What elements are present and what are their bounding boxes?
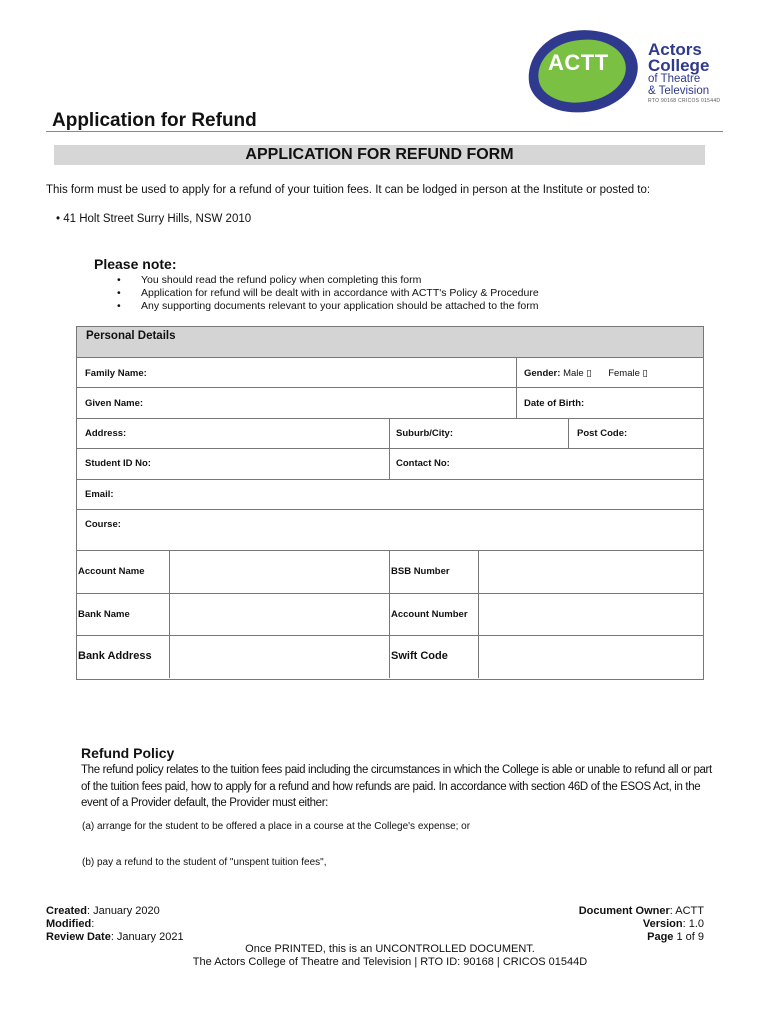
- column-divider: [568, 418, 569, 448]
- column-divider: [478, 550, 479, 678]
- account-number-label: Account Number: [391, 609, 468, 620]
- post-code-label: Post Code:: [577, 428, 628, 439]
- bullet-icon: •: [117, 274, 121, 286]
- address-label: Address:: [85, 428, 127, 439]
- female-checkbox[interactable]: ▯: [642, 368, 648, 379]
- footer-review-date: Review Date: January 2021: [46, 931, 184, 943]
- heading-divider: [46, 131, 723, 132]
- family-name-label: Family Name:: [85, 368, 147, 379]
- row-divider: [77, 593, 703, 594]
- logo-text-theatre: of Theatre: [648, 73, 701, 85]
- given-name-label: Given Name:: [85, 398, 144, 409]
- row-divider: [77, 635, 703, 636]
- form-title-banner: APPLICATION FOR REFUND FORM: [54, 145, 705, 165]
- dob-label: Date of Birth:: [524, 398, 585, 409]
- row-divider: [77, 479, 703, 480]
- refund-policy-text: The refund policy relates to the tuition fees paid including the circumstances in which the College is able or unable to refund all or part of the tuition fees paid, how to apply for a refund and how refunds are paid. In accordance with section 46D of the ESOS Act, in the event of a Provider default, the Provider must either:: [81, 764, 712, 809]
- bsb-label: BSB Number: [391, 566, 450, 577]
- footer-page-number: Page 1 of 9: [647, 931, 704, 943]
- gender-male-label: Male: [563, 368, 584, 379]
- suburb-label: Suburb/City:: [396, 428, 453, 439]
- address-list-item: [56, 213, 251, 225]
- row-divider: [77, 448, 703, 449]
- bank-name-label: Bank Name: [78, 609, 130, 620]
- gender-field: [524, 368, 648, 379]
- logo-mark: ACTT: [548, 50, 609, 75]
- gender-female-label: Female: [608, 368, 640, 379]
- footer-created: Created: January 2020: [46, 905, 160, 917]
- column-divider: [389, 418, 390, 479]
- personal-details-form: [76, 326, 704, 680]
- gender-label: Gender:: [524, 368, 561, 379]
- column-divider: [516, 357, 517, 418]
- course-label: Course:: [85, 519, 121, 530]
- logo-text-college: College: [648, 56, 710, 75]
- student-id-label: Student ID No:: [85, 458, 151, 469]
- footer-document-owner: Document Owner: ACTT: [578, 905, 704, 917]
- swift-code-label: Swift Code: [391, 650, 448, 662]
- logo-text-television: & Television: [648, 85, 710, 97]
- row-divider: [77, 387, 703, 388]
- bullet-icon: •: [56, 213, 64, 225]
- refund-policy-heading: Refund Policy: [81, 745, 175, 761]
- account-name-label: Account Name: [78, 566, 145, 577]
- footer-version: Version: 1.0: [642, 918, 704, 930]
- section-title: Personal Details: [86, 330, 176, 342]
- refund-policy-option-a: (a) arrange for the student to be offered a place in a course at the College's expense; or: [82, 821, 471, 832]
- bullet-icon: •: [117, 300, 121, 312]
- email-label: Email:: [85, 489, 114, 500]
- refund-policy-option-b: (b) pay a refund to the student of "unspent tuition fees",: [82, 857, 327, 868]
- please-note-heading: Please note:: [94, 256, 177, 272]
- footer-modified: Modified:: [46, 918, 95, 930]
- row-divider: [77, 509, 703, 510]
- personal-details-header: [77, 327, 703, 358]
- row-divider: [77, 550, 703, 551]
- postal-address: 41 Holt Street Surry Hills, NSW 2010: [63, 213, 252, 225]
- male-checkbox[interactable]: ▯: [586, 368, 592, 379]
- bank-address-label: Bank Address: [78, 650, 152, 662]
- bullet-icon: •: [117, 287, 121, 299]
- logo-text-rto: RTO 90168 CRICOS 01544D: [648, 98, 721, 104]
- row-divider: [77, 418, 703, 419]
- logo-text-actors: Actors: [648, 40, 702, 59]
- column-divider: [389, 550, 390, 678]
- footer-rto-info: The Actors College of Theatre and Television | RTO ID: 90168 | CRICOS 01544D: [192, 956, 588, 968]
- contact-no-label: Contact No:: [396, 458, 450, 469]
- column-divider: [169, 550, 170, 678]
- footer-uncontrolled-notice: Once PRINTED, this is an UNCONTROLLED DOCUMENT.: [245, 943, 535, 955]
- page-title: Application for Refund: [52, 110, 257, 131]
- college-logo: [528, 30, 728, 114]
- intro-text: This form must be used to apply for a refund of your tuition fees. It can be lodged in person at the Institute or posted to:: [46, 184, 651, 196]
